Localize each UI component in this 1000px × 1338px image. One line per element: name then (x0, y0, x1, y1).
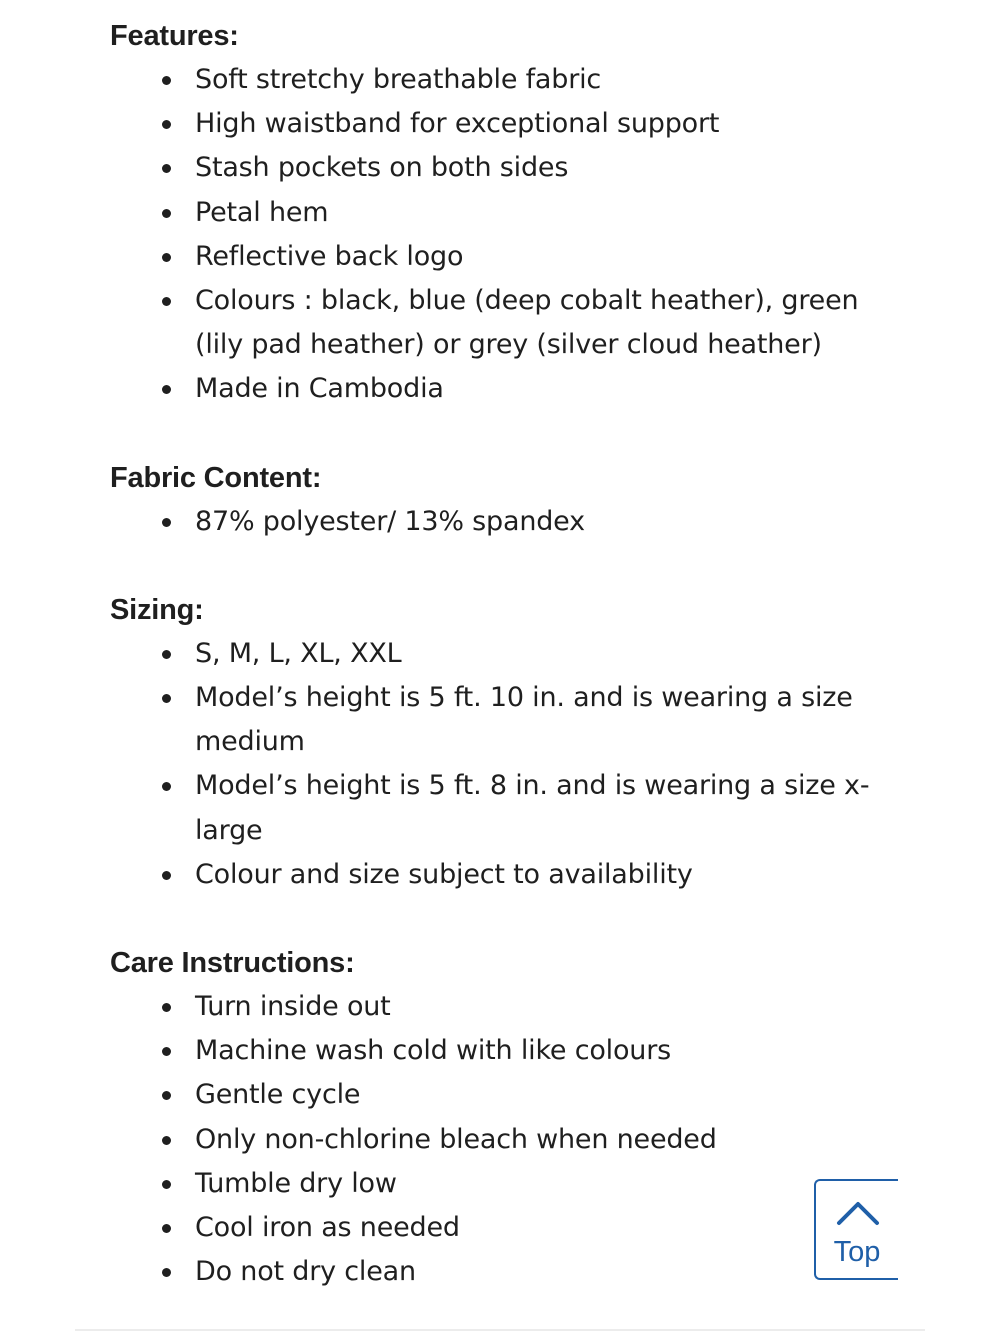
chevron-up-icon (836, 1199, 880, 1227)
list-item (110, 191, 870, 235)
list-item-text: Turn inside out (195, 991, 391, 1023)
sizing-section (110, 588, 870, 897)
list-item-text: Stash pockets on both sides (195, 152, 569, 184)
bullet-icon (162, 1091, 171, 1100)
back-to-top-button[interactable] (814, 1179, 898, 1280)
bullet-icon (162, 650, 171, 659)
list-item-text: Colours : black, blue (deep cobalt heather), green (lily pad heather) or grey (silver cloud heather) (195, 285, 859, 361)
list-item (110, 1250, 870, 1294)
fabric-content-list (110, 500, 870, 544)
list-item (110, 1029, 870, 1073)
list-item-text: High waistband for exceptional support (195, 108, 720, 140)
list-item-text: S, M, L, XL, XXL (195, 637, 402, 669)
list-item (110, 367, 870, 411)
list-item (110, 632, 870, 676)
bullet-icon (162, 1268, 171, 1277)
fabric-content-heading: Fabric Content: (110, 461, 322, 494)
bullet-icon (162, 694, 171, 703)
bullet-icon (162, 297, 171, 306)
sizing-list (110, 632, 870, 897)
list-item-text: Gentle cycle (195, 1079, 361, 1111)
list-item-text: Do not dry clean (195, 1256, 416, 1288)
bullet-icon (162, 518, 171, 527)
bullet-icon (162, 209, 171, 218)
list-item (110, 1162, 870, 1206)
list-item (110, 58, 870, 102)
list-item-text: Colour and size subject to availability (195, 858, 693, 890)
bullet-icon (162, 120, 171, 129)
list-item (110, 985, 870, 1029)
bullet-icon (162, 1003, 171, 1012)
list-item (110, 1206, 870, 1250)
list-item (110, 1073, 870, 1117)
list-item (110, 146, 870, 190)
bullet-icon (162, 76, 171, 85)
bullet-icon (162, 871, 171, 880)
features-list (110, 58, 870, 412)
fabric-content-section (110, 456, 870, 544)
list-item-text: 87% polyester/ 13% spandex (195, 505, 585, 537)
list-item (110, 235, 870, 279)
list-item-text: Made in Cambodia (195, 373, 444, 405)
care-instructions-heading: Care Instructions: (110, 947, 355, 980)
list-item-text: Petal hem (195, 196, 329, 228)
list-item (110, 1118, 870, 1162)
bullet-icon (162, 1224, 171, 1233)
product-details (110, 14, 870, 1338)
list-item (110, 500, 870, 544)
bullet-icon (162, 253, 171, 262)
list-item (110, 764, 870, 852)
back-to-top-label: Top (833, 1236, 881, 1268)
bullet-icon (162, 385, 171, 394)
list-item (110, 853, 870, 897)
list-item-text: Model’s height is 5 ft. 8 in. and is wearing a size x-large (195, 770, 870, 846)
list-item-text: Model’s height is 5 ft. 10 in. and is wearing a size medium (195, 682, 853, 758)
care-instructions-section (110, 941, 870, 1294)
care-instructions-list (110, 985, 870, 1294)
divider (75, 1329, 925, 1331)
bullet-icon (162, 782, 171, 791)
list-item-text: Only non-chlorine bleach when needed (195, 1123, 717, 1155)
sizing-heading: Sizing: (110, 593, 204, 626)
bullet-icon (162, 1047, 171, 1056)
list-item (110, 676, 870, 764)
features-heading: Features: (110, 20, 239, 52)
features-section (110, 14, 870, 412)
list-item-text: Machine wash cold with like colours (195, 1035, 671, 1067)
list-item-text: Reflective back logo (195, 240, 464, 272)
list-item (110, 279, 870, 367)
list-item (110, 102, 870, 146)
list-item-text: Cool iron as needed (195, 1212, 460, 1244)
bullet-icon (162, 1180, 171, 1189)
list-item-text: Tumble dry low (195, 1167, 397, 1199)
bullet-icon (162, 164, 171, 173)
list-item-text: Soft stretchy breathable fabric (195, 64, 602, 95)
bullet-icon (162, 1136, 171, 1145)
